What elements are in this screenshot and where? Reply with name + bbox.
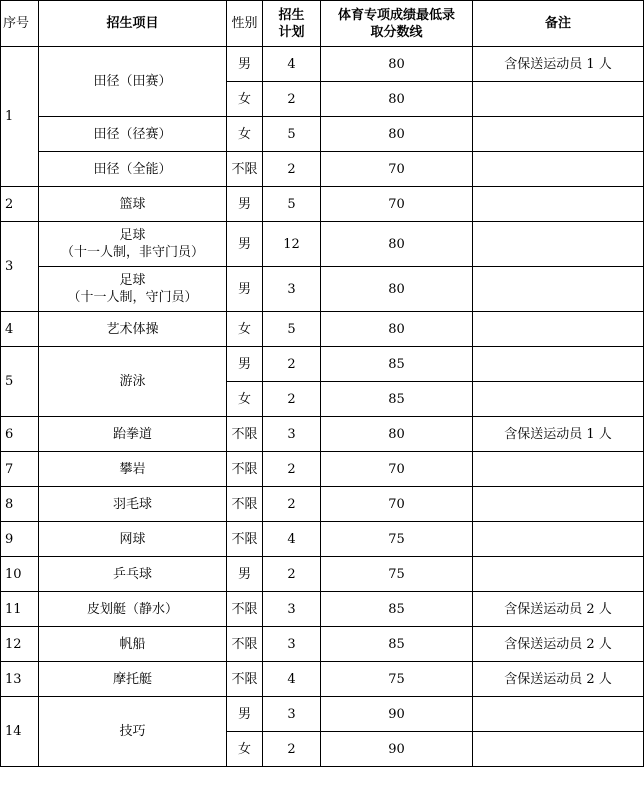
table-row [1, 222, 644, 267]
note-cell [473, 187, 644, 222]
gender-cell: 女 [227, 312, 263, 347]
gender-cell: 不限 [227, 592, 263, 627]
project-cell: 羽毛球 [39, 487, 227, 522]
serial-cell: 13 [1, 662, 39, 697]
project-line1: 足球 [119, 228, 146, 243]
table-row [1, 452, 644, 487]
serial-cell: 6 [1, 417, 39, 452]
note-cell [473, 382, 644, 417]
table-row [1, 312, 644, 347]
plan-cell: 2 [263, 347, 321, 382]
score-cell: 75 [321, 522, 473, 557]
table-row [1, 267, 644, 312]
serial-cell: 8 [1, 487, 39, 522]
gender-cell: 不限 [227, 487, 263, 522]
plan-cell: 2 [263, 487, 321, 522]
plan-cell: 4 [263, 662, 321, 697]
project-cell: 攀岩 [39, 452, 227, 487]
table-row [1, 697, 644, 732]
note-cell [473, 117, 644, 152]
plan-cell: 2 [263, 152, 321, 187]
header-plan [263, 1, 321, 47]
gender-cell: 女 [227, 732, 263, 767]
plan-cell: 3 [263, 592, 321, 627]
score-cell: 80 [321, 417, 473, 452]
table-row [1, 417, 644, 452]
project-cell: 皮划艇（静水） [39, 592, 227, 627]
project-cell: 跆拳道 [39, 417, 227, 452]
header-score [321, 1, 473, 47]
note-cell: 含保送运动员 2 人 [473, 592, 644, 627]
gender-cell: 不限 [227, 627, 263, 662]
score-cell: 85 [321, 592, 473, 627]
project-line1: 足球 [119, 273, 146, 288]
project-cell: 田径（田赛） [39, 47, 227, 117]
note-cell [473, 152, 644, 187]
score-cell: 70 [321, 187, 473, 222]
note-cell [473, 312, 644, 347]
header-gender: 性别 [227, 1, 263, 47]
score-cell: 70 [321, 152, 473, 187]
gender-cell: 女 [227, 117, 263, 152]
project-cell: 技巧 [39, 697, 227, 767]
header-project: 招生项目 [39, 1, 227, 47]
table-row [1, 347, 644, 382]
project-cell: 游泳 [39, 347, 227, 417]
note-cell [473, 697, 644, 732]
serial-cell: 7 [1, 452, 39, 487]
header-score-line1: 体育专项成绩最低录 [337, 7, 455, 23]
header-serial: 序号 [1, 1, 39, 47]
gender-cell: 男 [227, 347, 263, 382]
table-row [1, 557, 644, 592]
score-cell: 90 [321, 697, 473, 732]
note-cell [473, 267, 644, 312]
gender-cell: 男 [227, 267, 263, 312]
serial-cell: 3 [1, 222, 39, 312]
note-cell [473, 557, 644, 592]
score-cell: 85 [321, 382, 473, 417]
note-cell: 含保送运动员 1 人 [473, 417, 644, 452]
table-row [1, 117, 644, 152]
serial-cell: 9 [1, 522, 39, 557]
plan-cell: 5 [263, 312, 321, 347]
gender-cell: 女 [227, 382, 263, 417]
plan-cell: 3 [263, 267, 321, 312]
table-row [1, 187, 644, 222]
gender-cell: 男 [227, 697, 263, 732]
header-note: 备注 [473, 1, 644, 47]
plan-cell: 5 [263, 117, 321, 152]
header-score-line2: 取分数线 [370, 24, 423, 40]
serial-cell: 12 [1, 627, 39, 662]
project-cell: 网球 [39, 522, 227, 557]
serial-cell: 5 [1, 347, 39, 417]
project-line2: （十一人制，守门员） [67, 290, 198, 305]
note-cell: 含保送运动员 1 人 [473, 47, 644, 82]
note-cell [473, 452, 644, 487]
plan-cell: 5 [263, 187, 321, 222]
score-cell: 70 [321, 452, 473, 487]
gender-cell: 男 [227, 222, 263, 267]
gender-cell: 不限 [227, 417, 263, 452]
plan-cell: 2 [263, 382, 321, 417]
project-cell: 艺术体操 [39, 312, 227, 347]
gender-cell: 不限 [227, 522, 263, 557]
note-cell [473, 487, 644, 522]
project-cell: 乒乓球 [39, 557, 227, 592]
project-cell [39, 267, 227, 312]
score-cell: 90 [321, 732, 473, 767]
score-cell: 80 [321, 82, 473, 117]
project-cell: 篮球 [39, 187, 227, 222]
table-row [1, 662, 644, 697]
score-cell: 80 [321, 47, 473, 82]
score-cell: 75 [321, 557, 473, 592]
gender-cell: 不限 [227, 452, 263, 487]
note-cell: 含保送运动员 2 人 [473, 627, 644, 662]
plan-cell: 3 [263, 697, 321, 732]
plan-cell: 2 [263, 557, 321, 592]
serial-cell: 1 [1, 47, 39, 187]
header-plan-line2: 计划 [278, 24, 305, 40]
serial-cell: 2 [1, 187, 39, 222]
plan-cell: 2 [263, 732, 321, 767]
plan-cell: 4 [263, 47, 321, 82]
plan-cell: 3 [263, 627, 321, 662]
note-cell [473, 82, 644, 117]
plan-cell: 12 [263, 222, 321, 267]
table-row [1, 592, 644, 627]
note-cell [473, 732, 644, 767]
score-cell: 75 [321, 662, 473, 697]
table-row [1, 487, 644, 522]
note-cell: 含保送运动员 2 人 [473, 662, 644, 697]
score-cell: 70 [321, 487, 473, 522]
plan-cell: 4 [263, 522, 321, 557]
table-row [1, 627, 644, 662]
header-plan-line1: 招生 [278, 7, 305, 23]
project-cell: 田径（全能） [39, 152, 227, 187]
note-cell [473, 347, 644, 382]
project-cell: 摩托艇 [39, 662, 227, 697]
project-cell: 帆船 [39, 627, 227, 662]
gender-cell: 不限 [227, 662, 263, 697]
score-cell: 85 [321, 627, 473, 662]
table-row [1, 522, 644, 557]
note-cell [473, 222, 644, 267]
plan-cell: 3 [263, 417, 321, 452]
gender-cell: 女 [227, 82, 263, 117]
plan-cell: 2 [263, 82, 321, 117]
table-row [1, 47, 644, 82]
gender-cell: 男 [227, 187, 263, 222]
serial-cell: 10 [1, 557, 39, 592]
header-row [1, 1, 644, 47]
gender-cell: 男 [227, 557, 263, 592]
project-cell: 田径（径赛） [39, 117, 227, 152]
score-cell: 85 [321, 347, 473, 382]
serial-cell: 14 [1, 697, 39, 767]
project-line2: （十一人制，非守门员） [60, 245, 204, 260]
serial-cell: 4 [1, 312, 39, 347]
note-cell [473, 522, 644, 557]
score-cell: 80 [321, 117, 473, 152]
serial-cell: 11 [1, 592, 39, 627]
score-cell: 80 [321, 267, 473, 312]
table-row [1, 152, 644, 187]
gender-cell: 男 [227, 47, 263, 82]
project-cell [39, 222, 227, 267]
gender-cell: 不限 [227, 152, 263, 187]
score-cell: 80 [321, 312, 473, 347]
score-cell: 80 [321, 222, 473, 267]
plan-cell: 2 [263, 452, 321, 487]
